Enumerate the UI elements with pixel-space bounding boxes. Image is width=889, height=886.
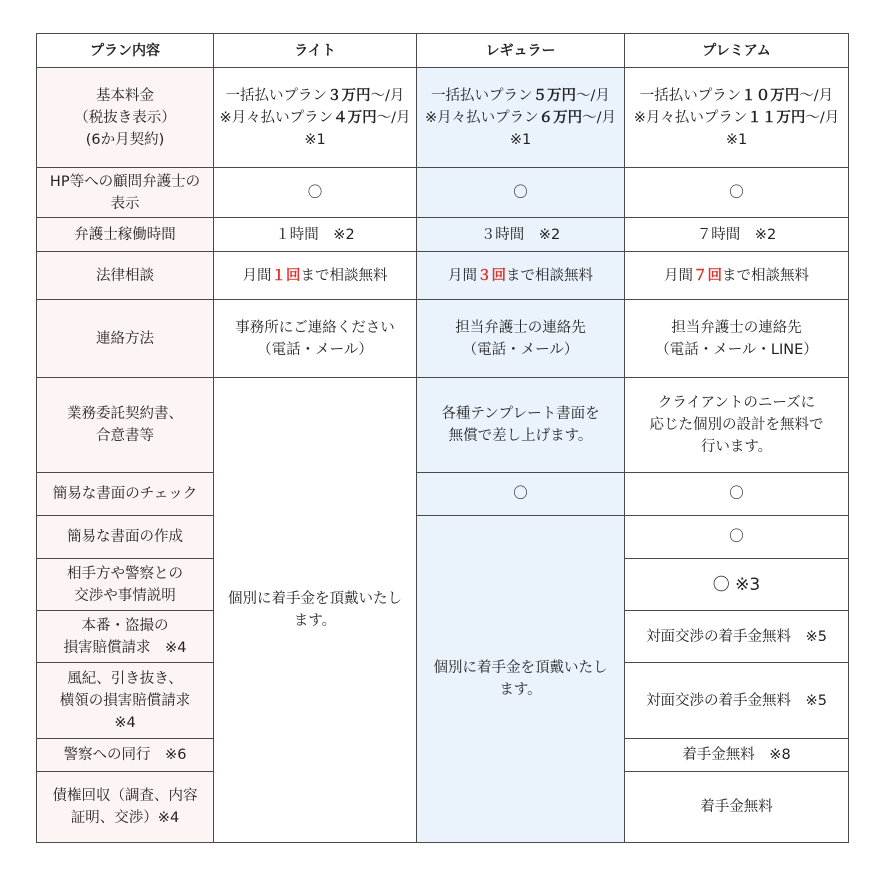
consult-regular — [417, 252, 625, 300]
police-premium: 着手金無料 ※8 — [625, 739, 849, 772]
label-line: 交渉や事情説明 — [74, 587, 176, 604]
contract-line: クライアントのニーズに — [657, 395, 816, 411]
hp-lite-mark: 〇 — [214, 168, 417, 218]
header-lite: ライト — [214, 34, 417, 68]
row-hours — [37, 218, 849, 252]
fee-text: ※月々払いプラン — [219, 109, 334, 126]
hours-lite: １時間 ※2 — [214, 218, 417, 252]
consult-text: 月間 — [242, 267, 272, 284]
fee-text: 〜/月 — [576, 87, 610, 104]
contact-premium — [625, 300, 849, 378]
morals-premium: 対面交渉の着手金無料 ※5 — [625, 663, 849, 739]
hours-premium: ７時間 ※2 — [625, 218, 849, 252]
merged-line: 個別に着手金を頂戴いたし — [228, 591, 402, 607]
consult-text: まで相談無料 — [300, 267, 388, 284]
label-line: 風紀、引き抜き、 — [67, 670, 183, 687]
theft-premium: 対面交渉の着手金無料 ※5 — [625, 611, 849, 663]
fee-text: ※月々払いプラン — [633, 109, 748, 126]
merged-lite-note — [214, 378, 417, 843]
contact-line: （電話・メール・LINE） — [655, 341, 818, 358]
row-consult — [37, 252, 849, 300]
consult-count: ７回 — [693, 267, 722, 284]
row-label-doc-create: 簡易な書面の作成 — [37, 516, 214, 559]
header-item: プラン内容 — [37, 34, 214, 68]
negotiation-premium: 〇 ※3 — [625, 559, 849, 611]
row-label-contact: 連絡方法 — [37, 300, 214, 378]
fee-amount: ３万円 — [327, 87, 371, 104]
contact-line: 事務所にご連絡ください — [235, 319, 395, 336]
doc-create-premium-mark: 〇 — [625, 516, 849, 559]
fee-text: 〜/月 ※1 — [725, 109, 854, 148]
merged-line: ます。 — [499, 682, 542, 698]
row-doc-create — [37, 516, 849, 559]
doc-check-regular-mark: 〇 — [417, 473, 625, 516]
hp-premium-mark: 〇 — [625, 168, 849, 218]
label-line: 債権回収（調査、内容 — [52, 788, 198, 804]
header-regular: レギュラー — [417, 34, 625, 68]
row-contact — [37, 300, 849, 378]
debt-premium: 着手金無料 — [625, 772, 849, 843]
hp-regular-mark: 〇 — [417, 168, 625, 218]
row-contract — [37, 378, 849, 473]
consult-count: １回 — [271, 267, 301, 284]
fee-amount: １１万円 — [747, 109, 806, 126]
label-line: 横領の損害賠償請求 — [59, 692, 191, 709]
row-label-hours: 弁護士稼働時間 — [37, 218, 214, 252]
contact-line: 担当弁護士の連絡先 — [455, 319, 586, 336]
contract-line: 無償で差し上げます。 — [448, 428, 593, 444]
label-line: 合意書等 — [96, 428, 154, 444]
contact-line: 担当弁護士の連絡先 — [671, 319, 802, 336]
fee-text: 〜/月 — [799, 87, 834, 104]
contract-line: 各種テンプレート書面を — [441, 406, 600, 422]
header-premium: プレミアム — [625, 34, 849, 68]
consult-count: ３回 — [477, 267, 506, 284]
contract-line: 応じた個別の設計を無料で — [649, 417, 824, 433]
fee-regular — [417, 68, 631, 168]
consult-text: 月間 — [664, 267, 693, 284]
contract-regular — [417, 378, 625, 473]
hours-regular: ３時間 ※2 — [417, 218, 625, 252]
contract-line: 行います。 — [700, 439, 773, 455]
consult-lite — [214, 252, 417, 300]
label-line: 基本料金 — [96, 87, 154, 104]
fee-amount: ４万円 — [333, 109, 377, 126]
consult-text: まで相談無料 — [506, 267, 593, 284]
row-label-debt — [37, 772, 214, 843]
fee-text: ※月々払いプラン — [424, 109, 539, 126]
row-doc-check — [37, 473, 849, 516]
fee-text: 一括払いプラン — [225, 87, 328, 104]
consult-text: 月間 — [448, 267, 477, 284]
label-line: 表示 — [110, 195, 140, 212]
row-label-consult: 法律相談 — [37, 252, 214, 300]
row-fee — [37, 68, 849, 168]
contract-premium — [625, 378, 849, 473]
label-line: 証明、交渉）※4 — [70, 810, 180, 826]
fee-text: 〜/月 ※1 — [304, 109, 426, 148]
label-line: 本番・盗撮の — [81, 617, 169, 634]
label-line: ※4 — [114, 714, 136, 731]
row-hp-display — [37, 168, 849, 218]
row-label-fee — [37, 68, 214, 168]
fee-amount: １０万円 — [741, 87, 800, 104]
label-line: HP等への顧問弁護士の — [49, 173, 201, 190]
contact-lite — [214, 300, 417, 378]
row-label-morals — [37, 663, 214, 739]
fee-amount: ５万円 — [532, 87, 577, 104]
row-label-hp-display — [37, 168, 214, 218]
merged-line: ます。 — [293, 613, 337, 629]
merged-line: 個別に着手金を頂戴いたし — [433, 660, 608, 676]
contact-line: （電話・メール） — [462, 341, 579, 358]
fee-premium — [625, 68, 854, 168]
label-line: 損害賠償請求 ※4 — [63, 639, 187, 656]
plan-comparison-table — [36, 33, 854, 843]
contact-regular — [417, 300, 625, 378]
row-label-doc-check: 簡易な書面のチェック — [37, 473, 214, 516]
row-label-negotiation — [37, 559, 214, 611]
merged-regular-note — [417, 516, 625, 843]
row-label-contract — [37, 378, 214, 473]
consult-premium — [625, 252, 849, 300]
consult-text: まで相談無料 — [722, 267, 809, 284]
fee-text: 〜/月 — [370, 87, 405, 104]
fee-amount: ６万円 — [538, 109, 583, 126]
fee-text: 一括払いプラン — [431, 87, 533, 104]
fee-text: 一括払いプラン — [639, 87, 742, 104]
label-line: (6か月契約) — [85, 131, 165, 148]
label-line: 相手方や警察との — [67, 565, 183, 582]
fee-lite — [214, 68, 426, 168]
contact-line: （電話・メール） — [257, 341, 373, 358]
fee-text: 〜/月 ※1 — [509, 109, 631, 148]
label-line: 業務委託契約書、 — [67, 406, 183, 422]
label-line: （税抜き表示） — [74, 109, 176, 126]
doc-check-premium-mark: 〇 — [625, 473, 849, 516]
row-label-theft — [37, 611, 214, 663]
row-label-police: 警察への同行 ※6 — [37, 739, 214, 772]
